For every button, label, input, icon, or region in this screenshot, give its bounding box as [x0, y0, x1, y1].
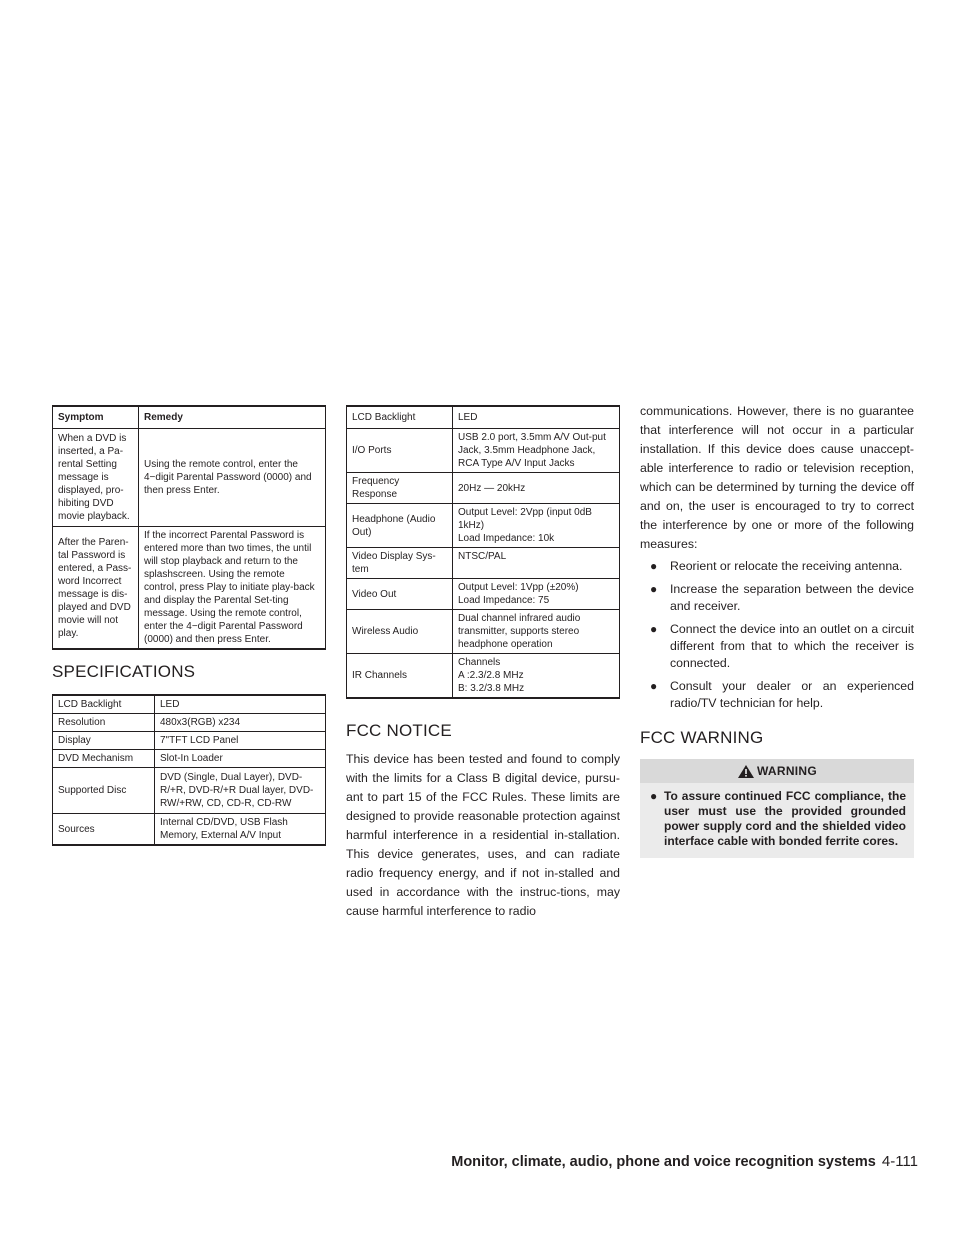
page-footer: [426, 1153, 918, 1170]
table-row: [347, 610, 620, 654]
spec-value: DVD (Single, Dual Layer), DVD-R/+R, DVD-R/+R Dual layer, DVD-RW/+RW, CD, CD-R, CD-RW: [155, 768, 326, 814]
spec-value: USB 2.0 port, 3.5mm A/V Out-put Jack, 3.5mm Headphone Jack, RCA Type A/V Input Jacks: [453, 429, 620, 473]
list-item: [640, 621, 914, 672]
spec-value: 20Hz — 20kHz: [453, 473, 620, 504]
warning-header: [640, 759, 914, 783]
bullet-icon: ●: [650, 679, 658, 693]
spec-label: IR Channels: [347, 654, 453, 699]
spec-label: Video Out: [347, 579, 453, 610]
spec-label: Wireless Audio: [347, 610, 453, 654]
spec-label: I/O Ports: [347, 429, 453, 473]
bullet-icon: ●: [650, 582, 658, 596]
table-row: [53, 750, 326, 768]
list-item: [640, 678, 914, 712]
table-row: [347, 548, 620, 579]
measures-list: [640, 558, 914, 712]
table-row: [53, 732, 326, 750]
table-row: [53, 695, 326, 714]
table-row: [53, 768, 326, 814]
warning-body: [640, 783, 914, 858]
fcc-notice-paragraph-continued: communications. However, there is no guarantee that interference will not occur in a particular installation. If this device does cause unaccept-able interference to radio or television reception, which can be determined by turning the device off and on, the user is encouraged to try to correct the interference by one or more of the following measures:: [640, 404, 914, 551]
spec-value: Slot-In Loader: [155, 750, 326, 768]
fcc-notice-paragraph: This device has been tested and found to comply with the limits for a Class B digital device, pursu-ant to part 15 of the FCC Rules. These limits are designed to provide reasonable protection against harmful interference in a residential in-stallation. This device generates, uses, and can radiate radio frequency energy, and if not in-stalled and used in accordance with the instruc-tions, may cause harmful interference to radio: [346, 752, 620, 918]
measure-text: Reorient or relocate the receiving antenna.: [670, 559, 903, 573]
table-row: [53, 527, 326, 650]
footer-section-title: Monitor, climate, audio, phone and voice recognition systems: [451, 1154, 876, 1170]
warning-box: [640, 759, 914, 858]
spec-label: Video Display Sys-tem: [347, 548, 453, 579]
spec-label: DVD Mechanism: [53, 750, 155, 768]
column-left: [52, 405, 326, 846]
column-middle: [346, 405, 620, 921]
warning-triangle-icon: [737, 764, 755, 779]
symptom-cell: After the Paren-tal Password is entered, a Pass-word Incorrect message is dis-played and DVD movie will not play.: [53, 527, 139, 650]
table-row: [347, 473, 620, 504]
list-item: [640, 558, 914, 575]
fcc-notice-heading: FCC NOTICE: [346, 721, 452, 740]
spec-value: 480x3(RGB) x234: [155, 714, 326, 732]
table-row: [347, 406, 620, 429]
table-header-row: [53, 406, 326, 429]
spec-value: Output Level: 1Vpp (±20%) Load Impedance: 75: [453, 579, 620, 610]
measure-text: Increase the separation between the device and receiver.: [670, 582, 914, 613]
table-row: [347, 579, 620, 610]
symptom-header: Symptom: [53, 406, 139, 429]
table-row: [53, 814, 326, 846]
table-row: [347, 654, 620, 699]
warning-label: WARNING: [756, 764, 818, 778]
spec-label: LCD Backlight: [53, 695, 155, 714]
fcc-warning-heading: FCC WARNING: [640, 728, 764, 747]
spec-label: Supported Disc: [53, 768, 155, 814]
bullet-icon: ●: [650, 789, 658, 803]
table-row: [53, 714, 326, 732]
spec-value: LED: [155, 695, 326, 714]
spec-label: LCD Backlight: [347, 406, 453, 429]
spec-label: Frequency Response: [347, 473, 453, 504]
spec-value: Internal CD/DVD, USB Flash Memory, External A/V Input: [155, 814, 326, 846]
spec-value: 7"TFT LCD Panel: [155, 732, 326, 750]
table-row: [347, 504, 620, 548]
measure-text: Connect the device into an outlet on a circuit different from that to which the receiver is connected.: [670, 622, 914, 670]
spec-value: Channels A :2.3/2.8 MHz B: 3.2/3.8 MHz: [453, 654, 620, 699]
remedy-header: Remedy: [139, 406, 326, 429]
symptom-cell: When a DVD is inserted, a Pa-rental Setting message is displayed, pro-hibiting DVD movie playback.: [53, 429, 139, 527]
warning-item: [648, 789, 906, 849]
bullet-icon: ●: [650, 622, 658, 636]
table-row: [53, 429, 326, 527]
column-right: [640, 405, 914, 858]
spec-value: NTSC/PAL: [453, 548, 620, 579]
specifications-table: [52, 694, 326, 846]
spec-label: Display: [53, 732, 155, 750]
bullet-icon: ●: [650, 559, 658, 573]
warning-text: To assure continued FCC compliance, the user must use the provided grounded power supply cord and the shielded video interface cable with bonded ferrite cores.: [664, 789, 906, 848]
specifications-table-continued: [346, 405, 620, 699]
symptom-remedy-table: [52, 405, 326, 650]
spec-label: Headphone (Audio Out): [347, 504, 453, 548]
spec-label: Resolution: [53, 714, 155, 732]
remedy-cell: If the incorrect Parental Password is entered more than two times, the until will stop playback and return to the splashscreen. Using the remote control, press Play to initiate play-back and display the Parental Set-ting message. Using the remote control, enter the 4−digit Parental Password (0000) and then press Enter.: [139, 527, 326, 650]
table-row: [347, 429, 620, 473]
remedy-cell: Using the remote control, enter the 4−digit Parental Password (0000) and then press Enter.: [139, 429, 326, 527]
spec-value: Output Level: 2Vpp (input 0dB 1kHz) Load Impedance: 10k: [453, 504, 620, 548]
spec-value: LED: [453, 406, 620, 429]
spec-value: Dual channel infrared audio transmitter, supports stereo headphone operation: [453, 610, 620, 654]
specifications-heading: SPECIFICATIONS: [52, 662, 196, 681]
spec-label: Sources: [53, 814, 155, 846]
measure-text: Consult your dealer or an experienced radio/TV technician for help.: [670, 679, 914, 710]
page-number: 4-111: [881, 1153, 918, 1170]
list-item: [640, 581, 914, 615]
